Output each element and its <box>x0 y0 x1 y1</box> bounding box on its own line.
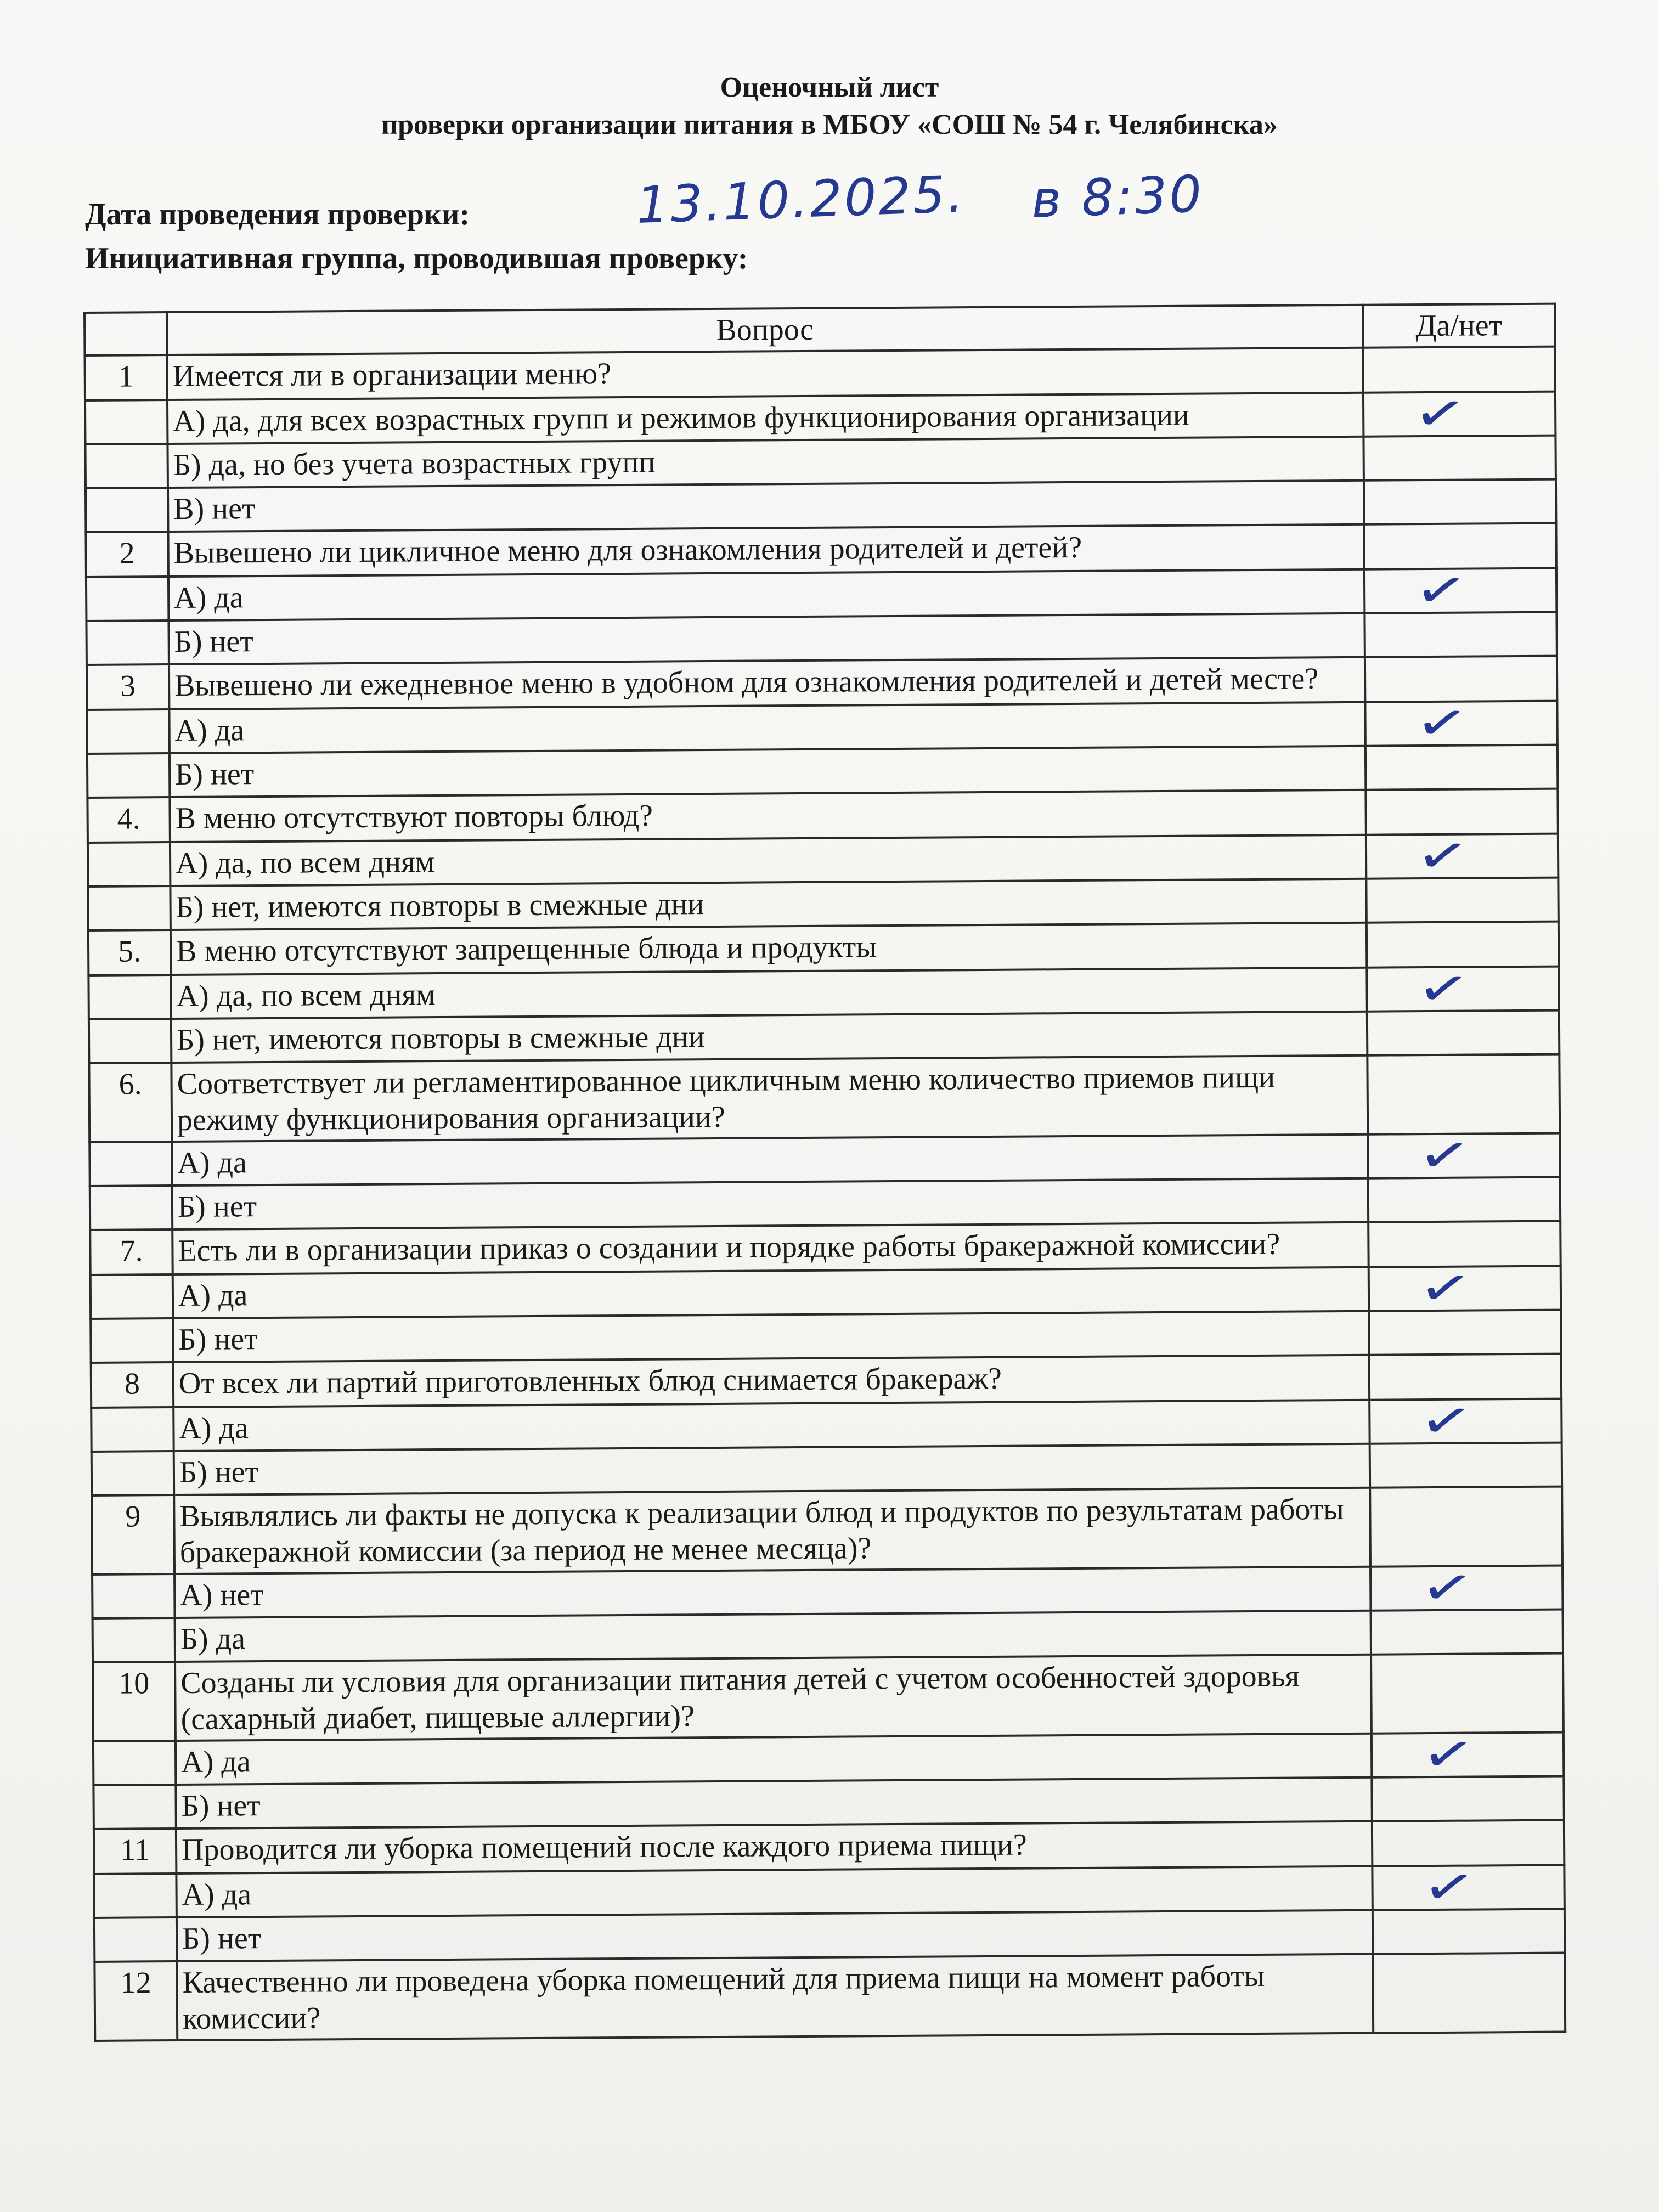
option-text: А) да, для всех возрастных групп и режимов функционирования организации <box>167 393 1363 444</box>
option-text: А) да <box>169 702 1365 753</box>
option-text: А) нет <box>174 1567 1370 1618</box>
option-number-cell <box>88 886 170 930</box>
option-text: Б) нет <box>174 1444 1370 1495</box>
option-text: Б) да <box>175 1611 1371 1662</box>
question-answer-cell <box>1365 789 1558 835</box>
option-number-cell <box>85 400 167 444</box>
checklist-table <box>83 303 1566 2042</box>
option-text: А) да <box>176 1734 1372 1785</box>
option-text: Б) да, но без учета возрастных групп <box>167 437 1363 488</box>
question-answer-cell <box>1367 922 1559 968</box>
option-number-cell <box>87 709 169 754</box>
question-answer-cell <box>1363 347 1555 393</box>
option-number-cell <box>88 842 170 887</box>
option-answer-cell[interactable] <box>1364 479 1556 524</box>
checkmark-icon: ✓ <box>1412 823 1474 888</box>
question-row <box>89 1054 1560 1142</box>
option-text: Б) нет <box>170 746 1365 797</box>
option-answer-cell[interactable] <box>1363 436 1555 481</box>
option-answer-cell[interactable] <box>1365 745 1558 790</box>
document-title: Оценочный лист <box>720 72 939 103</box>
option-answer-cell[interactable] <box>1367 1011 1559 1056</box>
option-number-cell <box>86 488 168 532</box>
question-answer-cell <box>1365 656 1557 702</box>
option-text: Б) нет <box>173 1311 1369 1362</box>
question-answer-cell <box>1372 1820 1564 1866</box>
document-subtitle: проверки организации питания в МБОУ «СОШ № 54 г. Челябинска» <box>381 109 1278 140</box>
option-answer-cell[interactable] <box>1370 1443 1562 1488</box>
question-number: 6. <box>89 1063 172 1142</box>
question-number: 12 <box>94 1961 177 2041</box>
option-answer-cell[interactable] <box>1364 558 1556 623</box>
question-text: Выявлялись ли факты не допуска к реализации блюд и продуктов по результатам работы бракеражной комиссии (за период не менее месяца)? <box>174 1488 1370 1574</box>
option-number-cell <box>85 444 167 488</box>
option-answer-cell[interactable] <box>1365 691 1557 755</box>
checkmark-icon: ✓ <box>1418 1855 1480 1920</box>
option-answer-cell[interactable] <box>1363 381 1555 446</box>
header-question: Вопрос <box>167 305 1363 355</box>
option-number-cell <box>91 1407 173 1452</box>
question-row <box>94 1953 1565 2041</box>
question-text: Проводится ли уборка помещений после каждого приема пищи? <box>176 1821 1372 1874</box>
question-text: От всех ли партий приготовленных блюд снимается бракераж? <box>173 1355 1369 1407</box>
handwritten-time: в 8:30 <box>1030 165 1205 229</box>
option-text: А) да <box>168 569 1364 620</box>
option-answer-cell[interactable] <box>1368 1123 1560 1188</box>
checkmark-icon: ✓ <box>1409 381 1471 446</box>
option-number-cell <box>90 1186 172 1230</box>
option-text: А) да <box>172 1135 1368 1186</box>
question-text: Вывешено ли цикличное меню для ознакомления родителей и детей? <box>168 524 1364 577</box>
question-text: Есть ли в организации приказ о создании и порядке работы бракеражной комиссии? <box>172 1222 1368 1274</box>
question-number: 11 <box>94 1829 176 1874</box>
question-number: 8 <box>91 1362 173 1408</box>
option-text: Б) нет <box>176 1778 1372 1829</box>
option-text: Б) нет <box>172 1178 1368 1229</box>
option-answer-cell[interactable] <box>1371 1610 1563 1655</box>
question-number: 1 <box>84 355 167 400</box>
question-row <box>92 1487 1562 1575</box>
option-text: Б) нет <box>168 613 1364 664</box>
option-answer-cell[interactable] <box>1370 1555 1562 1620</box>
checkmark-icon: ✓ <box>1415 1256 1476 1321</box>
option-answer-cell[interactable] <box>1369 1256 1561 1321</box>
option-text: Б) нет, имеются повторы в смежные дни <box>170 879 1366 930</box>
question-answer-cell <box>1371 1654 1564 1734</box>
option-number-cell <box>93 1618 175 1662</box>
option-answer-cell[interactable] <box>1367 956 1559 1021</box>
option-answer-cell[interactable] <box>1372 1776 1564 1821</box>
checkmark-icon: ✓ <box>1414 1123 1475 1188</box>
option-number-cell <box>92 1574 174 1618</box>
option-number-cell <box>92 1451 174 1496</box>
option-number-cell <box>86 577 168 621</box>
option-answer-cell[interactable] <box>1366 878 1558 923</box>
option-answer-cell[interactable] <box>1369 1310 1561 1355</box>
option-text: В) нет <box>168 481 1364 532</box>
option-number-cell <box>91 1318 173 1363</box>
group-label: Инициативная группа, проводившая проверку: <box>85 241 748 275</box>
option-number-cell <box>86 620 168 665</box>
option-text: А) да, по всем дням <box>171 968 1367 1019</box>
question-number: 3 <box>87 664 169 710</box>
option-answer-cell[interactable] <box>1368 1177 1560 1222</box>
option-number-cell <box>87 753 170 798</box>
question-answer-cell <box>1373 1953 1565 2033</box>
option-number-cell <box>89 1142 172 1186</box>
question-row <box>93 1654 1564 1741</box>
option-answer-cell[interactable] <box>1369 1389 1561 1453</box>
checkmark-icon: ✓ <box>1413 956 1474 1021</box>
header-answer: Да/нет <box>1363 304 1555 348</box>
question-text: В меню отсутствуют запрещенные блюда и продукты <box>171 923 1367 975</box>
question-answer-cell <box>1370 1487 1562 1567</box>
option-answer-cell[interactable] <box>1364 612 1556 657</box>
question-text: Созданы ли условия для организации питания детей с учетом особенностей здоровья (сахарный диабет, пищевые аллергии)? <box>175 1655 1372 1741</box>
option-answer-cell[interactable] <box>1366 823 1558 888</box>
option-number-cell <box>88 975 171 1019</box>
question-answer-cell <box>1368 1221 1560 1267</box>
checkmark-icon: ✓ <box>1410 558 1472 623</box>
option-answer-cell[interactable] <box>1373 1909 1565 1954</box>
checkmark-icon: ✓ <box>1411 691 1472 755</box>
handwritten-date: 13.10.2025. <box>635 165 967 235</box>
question-text: Качественно ли проведена уборка помещений для приема пищи на момент работы комиссии? <box>177 1954 1373 2040</box>
option-number-cell <box>89 1019 171 1063</box>
option-text: А) да, по всем дням <box>170 835 1366 886</box>
option-text: А) да <box>173 1267 1369 1318</box>
question-answer-cell <box>1364 523 1556 569</box>
option-text: Б) нет, имеются повторы в смежные дни <box>171 1012 1367 1063</box>
checkmark-icon: ✓ <box>1417 1555 1478 1620</box>
question-text: Имеется ли в организации меню? <box>167 348 1363 400</box>
option-answer-cell[interactable] <box>1372 1855 1564 1920</box>
question-number: 4. <box>87 797 170 843</box>
question-number: 5. <box>88 930 171 975</box>
option-text: А) да <box>176 1866 1372 1917</box>
option-text: А) да <box>173 1400 1369 1451</box>
option-number-cell <box>93 1741 176 1785</box>
question-text: В меню отсутствуют повторы блюд? <box>170 790 1365 842</box>
checkmark-icon: ✓ <box>1415 1389 1477 1453</box>
question-answer-cell <box>1369 1354 1561 1400</box>
question-number: 9 <box>92 1495 174 1575</box>
question-text: Соответствует ли регламентированное цикличным меню количество приемов пищи режиму функционирования организации? <box>171 1056 1368 1142</box>
checkmark-icon: ✓ <box>1418 1722 1479 1787</box>
option-number-cell <box>94 1874 176 1918</box>
question-answer-cell <box>1367 1054 1560 1135</box>
question-number: 2 <box>86 532 168 577</box>
option-text: Б) нет <box>177 1910 1373 1961</box>
option-answer-cell[interactable] <box>1372 1722 1564 1787</box>
question-number: 7. <box>90 1229 172 1275</box>
option-number-cell <box>93 1785 176 1829</box>
date-label: Дата проведения проверки: <box>85 198 470 232</box>
header-num-cell <box>84 312 167 356</box>
question-text: Вывешено ли ежедневное меню в удобном для ознакомления родителей и детей месте? <box>169 657 1365 709</box>
option-number-cell <box>91 1274 173 1319</box>
option-number-cell <box>94 1917 177 1962</box>
question-number: 10 <box>93 1662 176 1741</box>
